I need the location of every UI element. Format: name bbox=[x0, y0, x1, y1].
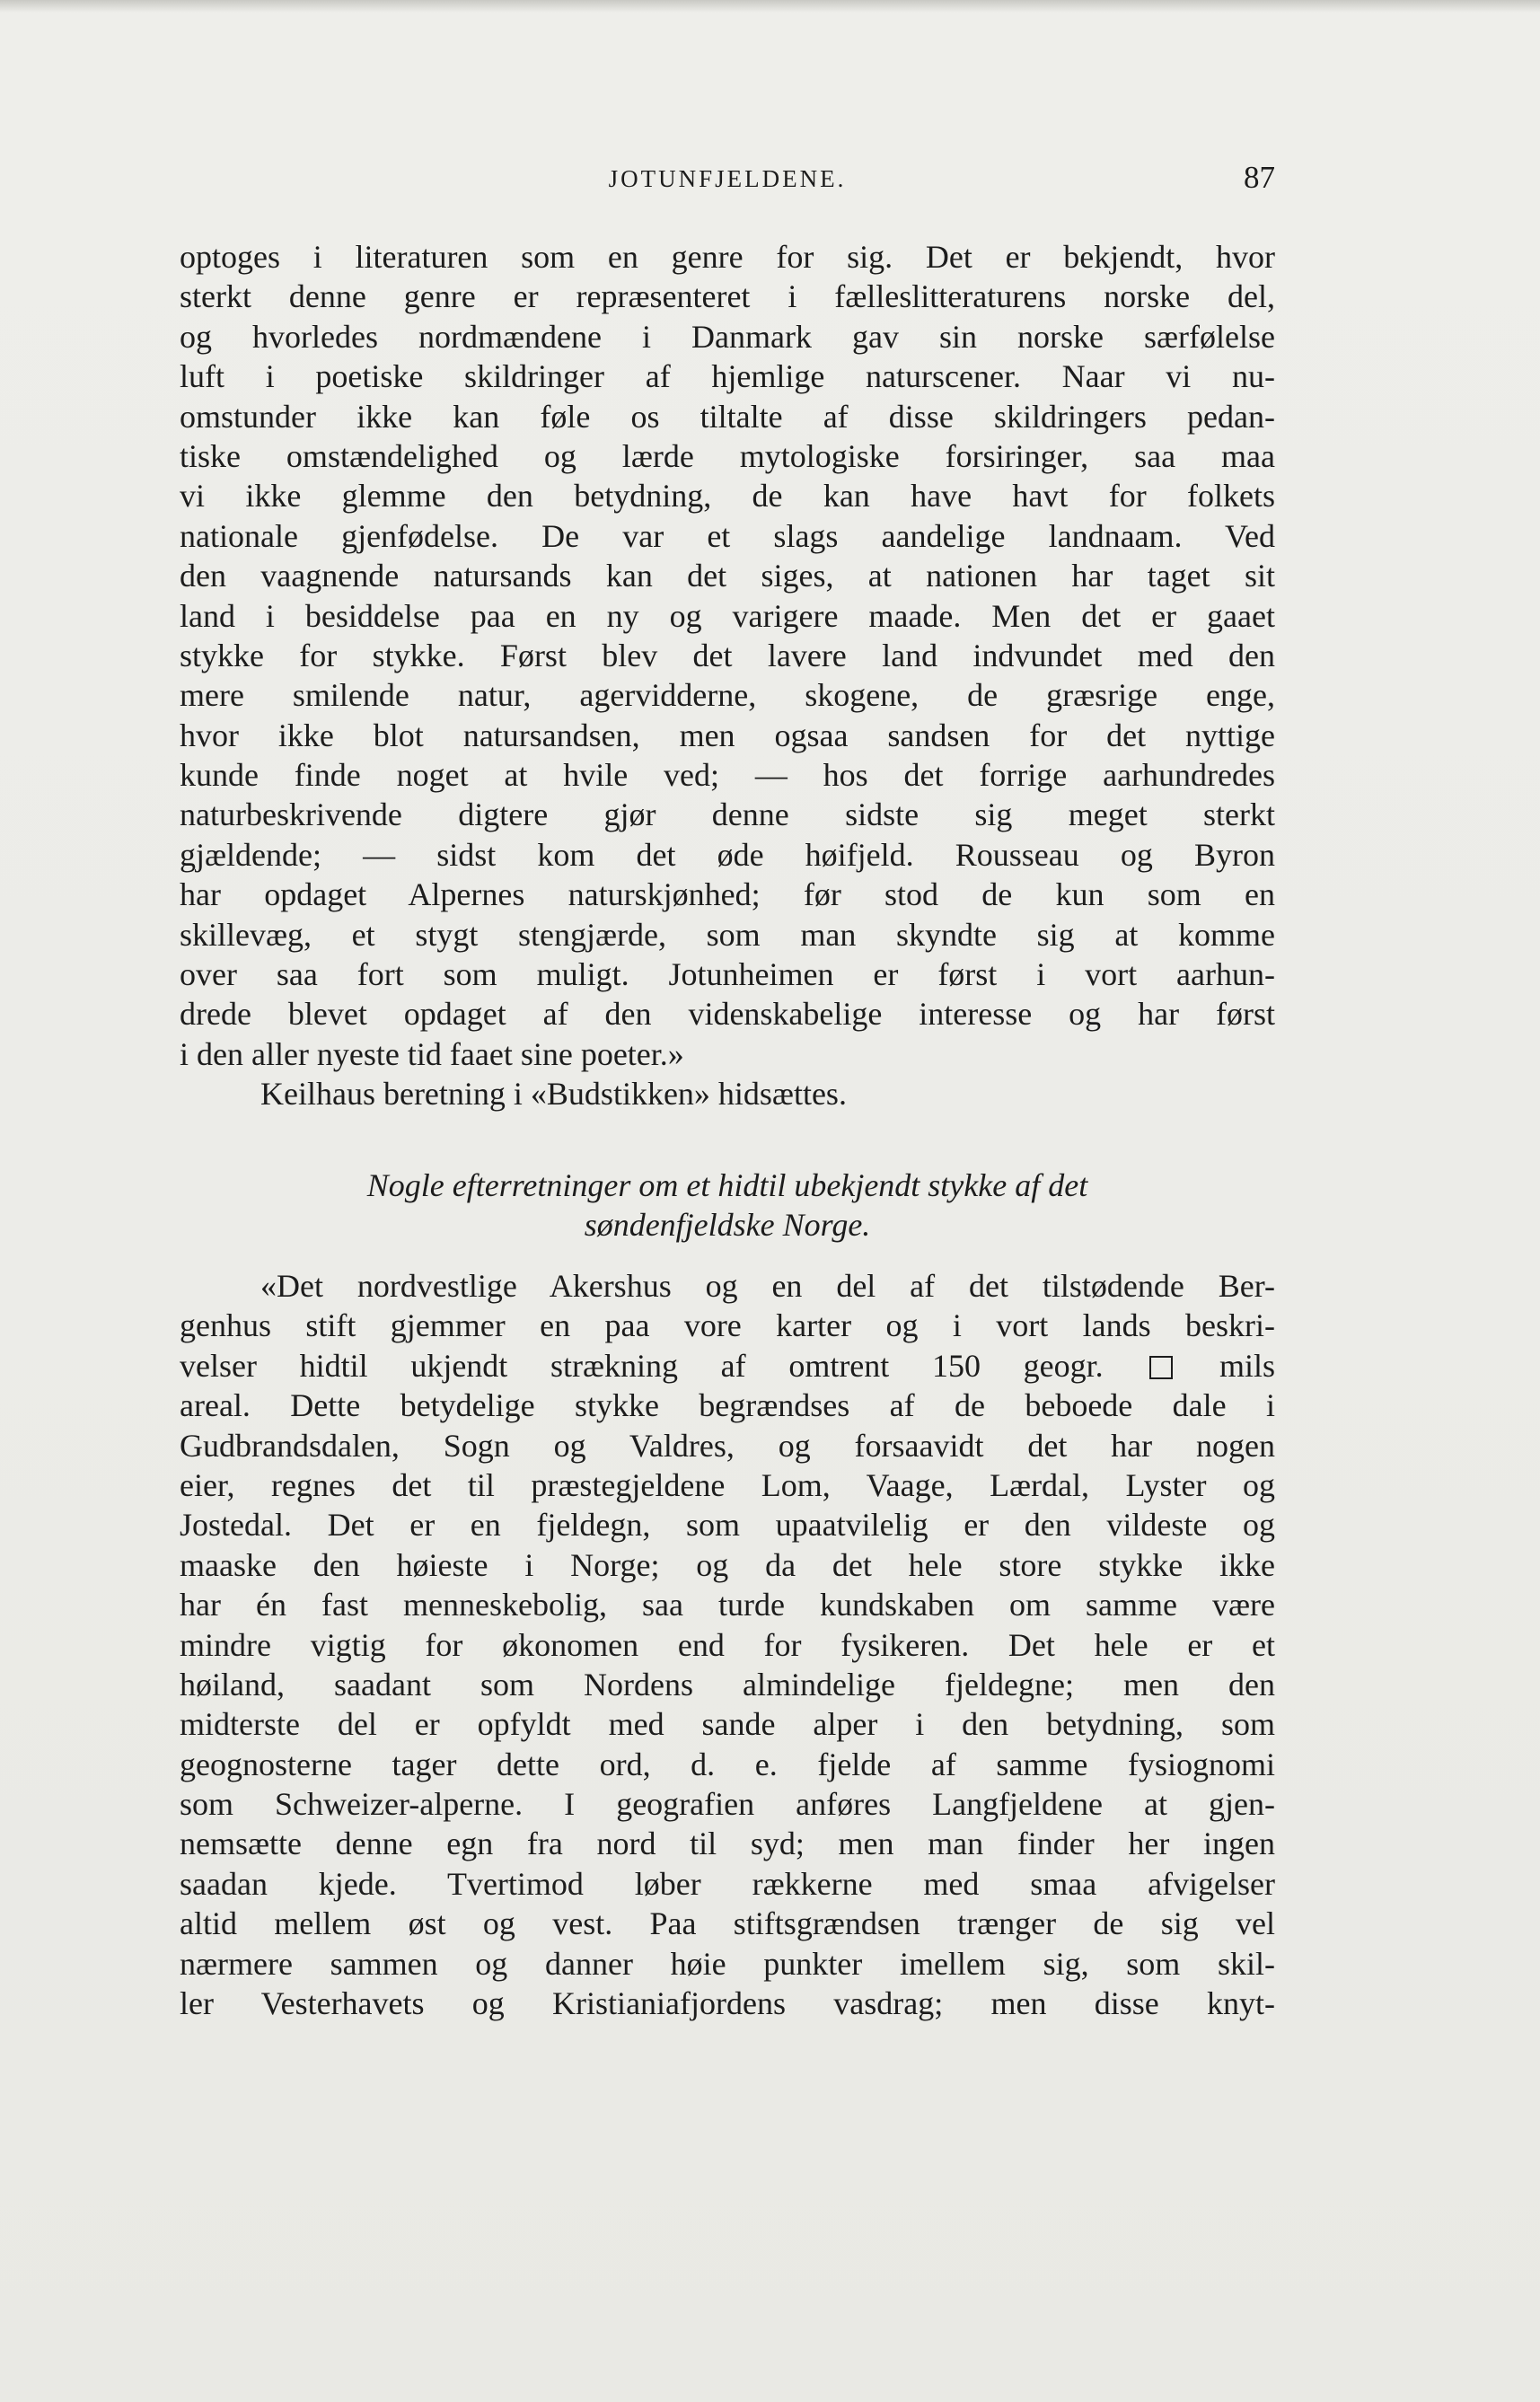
running-title: JOTUNFJELDENE. bbox=[608, 165, 847, 192]
text-line: genhus stift gjemmer en paa vore karter og i vort lands beskri- bbox=[180, 1307, 1275, 1344]
text-line: naturbeskrivende digtere gjør denne sidste sig meget sterkt bbox=[180, 796, 1275, 833]
text-line: optoges i literaturen som en genre for sig. Det er bekjendt, hvor bbox=[180, 239, 1275, 275]
text-line: sterkt denne genre er repræsenteret i fælleslitteraturens norske del, bbox=[180, 278, 1275, 315]
text-line: gjældende; — sidst kom det øde høifjeld. Rousseau og Byron bbox=[180, 836, 1275, 873]
text-line: den vaagnende natursands kan det siges, at nationen har taget sit bbox=[180, 558, 1275, 594]
text-line: stykke for stykke. Først blev det lavere land indvundet med den bbox=[180, 637, 1275, 673]
section-heading bbox=[180, 1166, 1275, 1245]
text-line: maaske den høieste i Norge; og da det hele store stykke ikke bbox=[180, 1546, 1275, 1583]
text-line: «Det nordvestlige Akershus og en del af det tilstødende Ber- bbox=[260, 1268, 1275, 1304]
page-number: 87 bbox=[1244, 160, 1275, 195]
paragraph-3 bbox=[180, 1266, 1275, 2023]
text-line: kunde finde noget at hvile ved; — hos det forrige aarhundredes bbox=[180, 757, 1275, 794]
text-line: høiland, saadant som Nordens almindelige fjeldegne; men den bbox=[180, 1666, 1275, 1703]
text-line: tiske omstændelighed og lærde mytologiske forsiringer, saa maa bbox=[180, 437, 1275, 474]
text-line: har én fast menneskebolig, saa turde kundskaben om samme være bbox=[180, 1587, 1275, 1623]
text-line: saadan kjede. Tvertimod løber rækkerne med smaa afvigelser bbox=[180, 1865, 1275, 1902]
text-line-with-square bbox=[180, 1346, 1275, 1386]
text-line: skillevæg, et stygt stengjærde, som man skyndte sig at komme bbox=[180, 916, 1275, 953]
section-heading-line-2: søndenfjeldske Norge. bbox=[584, 1207, 871, 1243]
text-line: Jostedal. Det er en fjeldegn, som upaatvilelig er den vildeste og bbox=[180, 1507, 1275, 1544]
paragraph-1 bbox=[180, 237, 1275, 1114]
text-line: nationale gjenfødelse. De var et slags aandelige landnaam. Ved bbox=[180, 517, 1275, 554]
text-line: altid mellem øst og vest. Paa stiftsgrændsen trænger de sig vel bbox=[180, 1905, 1275, 1942]
text-line: luft i poetiske skildringer af hjemlige naturscener. Naar vi nu- bbox=[180, 358, 1275, 395]
text-line: mindre vigtig for økonomen end for fysikeren. Det hele er et bbox=[180, 1626, 1275, 1663]
text-segment: velser hidtil ukjendt strækning af omtrent 150 geogr. bbox=[180, 1347, 1104, 1384]
text-line: som Schweizer-alperne. I geografien anføres Langfjeldene at gjen- bbox=[180, 1786, 1275, 1823]
text-line: mere smilende natur, agervidderne, skogene, de græsrige enge, bbox=[180, 677, 1275, 714]
text-line: ler Vesterhavets og Kristianiafjordens vasdrag; men disse knyt- bbox=[180, 1985, 1275, 2022]
paragraph-2: Keilhaus beretning i «Budstikken» hidsættes. bbox=[260, 1076, 847, 1113]
text-line: hvor ikke blot natursandsen, men ogsaa sandsen for det nyttige bbox=[180, 717, 1275, 753]
square-mile-symbol-icon bbox=[1149, 1356, 1173, 1379]
section-heading-line-1: Nogle efterretninger om et hidtil ubekjendt stykke af det bbox=[366, 1167, 1088, 1203]
text-line: geognosterne tager dette ord, d. e. fjelde af samme fysiognomi bbox=[180, 1746, 1275, 1782]
text-line: og hvorledes nordmændene i Danmark gav sin norske særfølelse bbox=[180, 318, 1275, 355]
text-line: over saa fort som muligt. Jotunheimen er først i vort aarhun- bbox=[180, 956, 1275, 993]
text-line: land i besiddelse paa en ny og varigere maade. Men det er gaaet bbox=[180, 597, 1275, 634]
text-line: i den aller nyeste tid faaet sine poeter.» bbox=[180, 1035, 684, 1072]
text-line: har opdaget Alpernes naturskjønhed; før stod de kun som en bbox=[180, 876, 1275, 913]
running-head bbox=[180, 160, 1275, 196]
text-segment: mils bbox=[1219, 1347, 1276, 1384]
text-line: eier, regnes det til præstegjeldene Lom, Vaage, Lærdal, Lyster og bbox=[180, 1466, 1275, 1503]
text-line: vi ikke glemme den betydning, de kan have havt for folkets bbox=[180, 478, 1275, 515]
text-line: omstunder ikke kan føle os tiltalte af disse skildringers pedan- bbox=[180, 398, 1275, 435]
text-line: nærmere sammen og danner høie punkter imellem sig, som skil- bbox=[180, 1945, 1275, 1982]
text-line: areal. Dette betydelige stykke begrændses af de beboede dale i bbox=[180, 1387, 1275, 1424]
page-edge-shadow bbox=[0, 0, 1540, 13]
text-line: midterste del er opfyldt med sande alper i den betydning, som bbox=[180, 1706, 1275, 1743]
text-line: drede blevet opdaget af den videnskabelige interesse og har først bbox=[180, 996, 1275, 1033]
text-line: nemsætte denne egn fra nord til syd; men man finder her ingen bbox=[180, 1826, 1275, 1862]
text-line: Gudbrandsdalen, Sogn og Valdres, og forsaavidt det har nogen bbox=[180, 1427, 1275, 1464]
